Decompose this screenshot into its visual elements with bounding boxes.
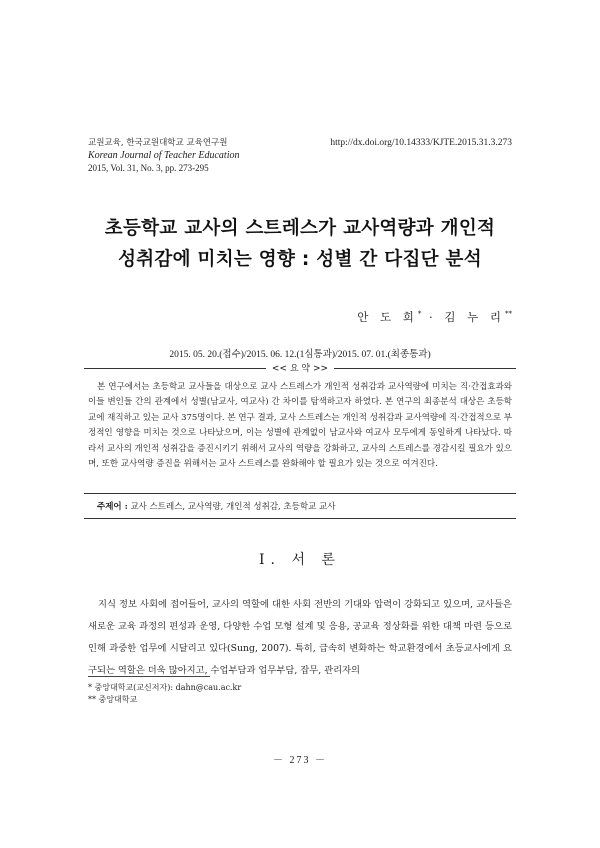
author-separator: ·	[421, 310, 445, 324]
footnote-2: ** 중앙대학교	[88, 695, 138, 704]
keywords-text: 교사 스트레스, 교사역량, 개인적 성취감, 초등학교 교사	[130, 502, 336, 512]
abstract-label	[0, 361, 600, 374]
author-line	[357, 309, 512, 325]
paper-title-line2: 성취감에 미치는 영향 : 성별 간 다집단 분석	[118, 249, 482, 270]
section-heading: Ⅰ. 서 론	[259, 552, 341, 568]
abstract-label-text: << 요 약 >>	[266, 364, 334, 374]
author-1: 안 도 희	[357, 310, 418, 324]
journal-english-name: Korean Journal of Teacher Education	[88, 149, 240, 161]
keywords-label: 주제어 :	[97, 502, 128, 512]
institution-text: 교원교육, 한국교원대학교 교육연구원	[88, 138, 228, 148]
abstract-bottom-rule	[84, 518, 516, 519]
footnote-1: * 중앙대학교(교신저자): dahn@cau.ac.kr	[88, 683, 242, 692]
keywords	[97, 500, 335, 512]
review-dates: 2015. 05. 20.(접수)/2015. 06. 12.(1심통과)/2015. 07. 01.(최종통과)	[169, 350, 431, 360]
paper-title-line1: 초등학교 교사의 스트레스가 교사역량과 개인적	[104, 218, 496, 239]
body-paragraph: 지식 정보 사회에 접어들어, 교사의 역할에 대한 사회 전반의 기대와 압력이 강화되고 있으며, 교사들은 새로운 교육 과정의 편성과 운영, 다양한 수업 모형 설계 및 응용, 공교육 정상화를 위한 대책 마련 등으로 인해 과중한 업무에 시달리고 있다(Sung, 2007). 특히, 급속히 변화하는 학교환경에서 초등교사에게 요구되는 역할은 더욱 많아지고, 수업부담과 업무부담, 잡무, 관리자의	[88, 599, 512, 676]
volume-info: 2015, Vol. 31, No. 3, pp. 273-295	[88, 163, 209, 173]
author-1-mark: *	[417, 310, 422, 319]
page-number: － 273 －	[273, 755, 327, 766]
footnote-rule	[88, 676, 210, 677]
author-2-mark: **	[505, 310, 512, 319]
abstract-text: 본 연구에서는 초등학교 교사들을 대상으로 교사 스트레스가 개인적 성취감과 교사역량에 미치는 직·간접효과와 이들 변인들 간의 관계에서 성별(남교사, 여교사) 간 차이를 탐색하고자 하였다. 본 연구의 최종분석 대상은 초등학교에 재직하고 있는 교사 375명이다. 본 연구 결과, 교사 스트레스는 개인적 성취감과 교사역량에 직·간접적으로 부정적인 영향을 미치는 것으로 나타났으며, 이는 성별에 관계없이 남교사와 여교사 모두에게 동일하게 나타났다. 따라서 교사의 개인적 성취감을 증진시키기 위해서 교사의 역량을 강화하고, 교사의 스트레스를 경감시킬 필요가 있으며, 또한 교사역량 증진을 위해서는 교사 스트레스를 완화해야 할 필요가 있는 것으로 여겨진다.	[88, 382, 512, 470]
abstract-mid-rule	[84, 493, 516, 494]
author-2: 김 누 리	[444, 310, 505, 324]
doi-link[interactable]: http://dx.doi.org/10.14333/KJTE.2015.31.3.273	[330, 138, 512, 148]
journal-header	[88, 137, 239, 175]
